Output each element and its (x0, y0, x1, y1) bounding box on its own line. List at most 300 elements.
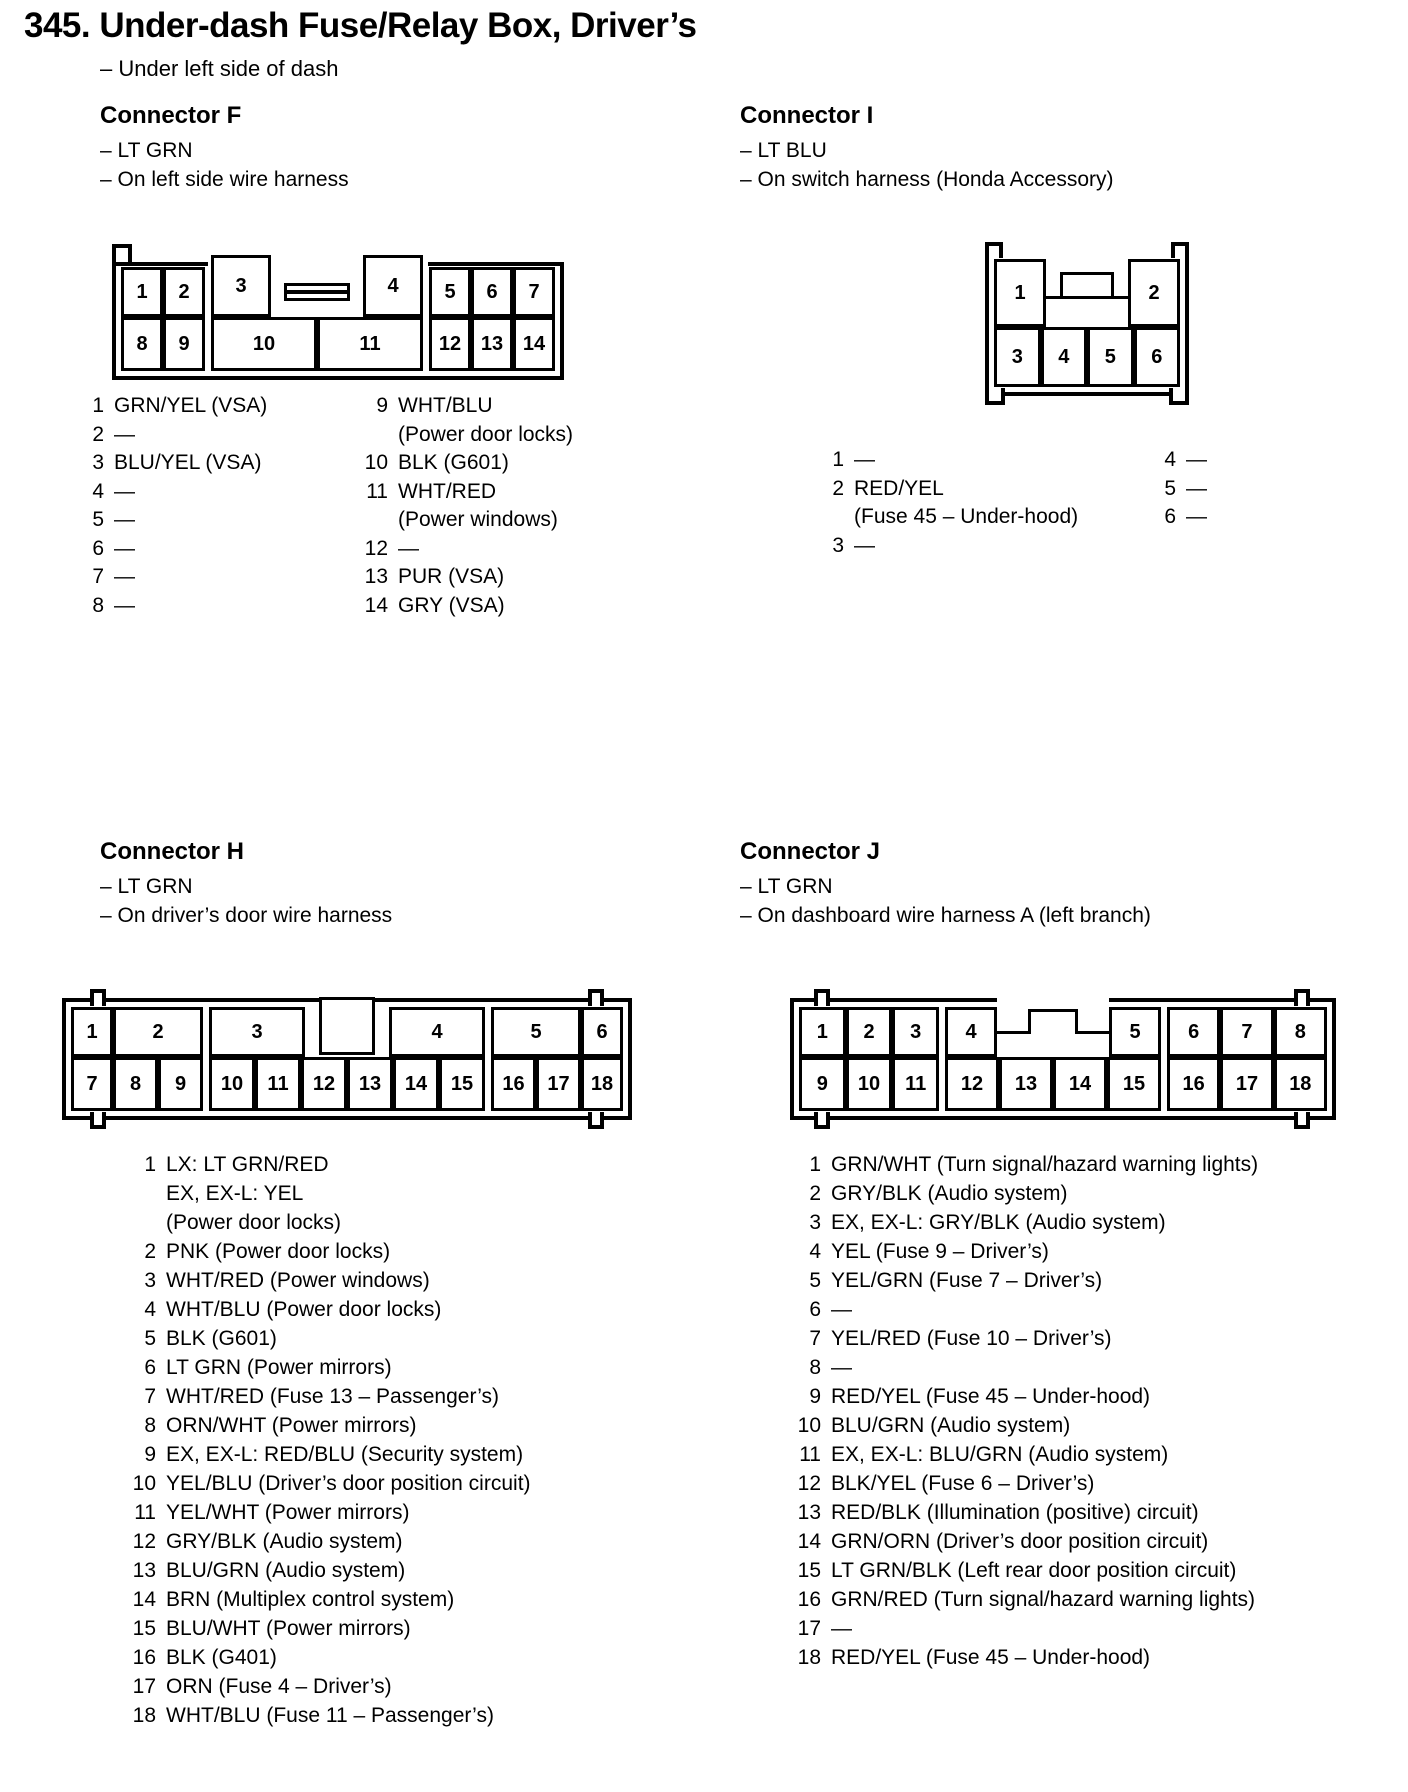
pin-row (795, 1527, 1258, 1556)
pin-description: BLK (G401) (166, 1646, 277, 1669)
pin-description: LX: LT GRN/RED EX, EX-L: YEL (Power door locks) (166, 1153, 342, 1234)
cell-row (429, 267, 555, 317)
latch-tab (284, 283, 350, 301)
pin-cell: 5 (1087, 327, 1134, 387)
pin-description: YEL (Fuse 9 – Driver’s) (831, 1240, 1049, 1263)
pin-description: — (114, 565, 135, 588)
pin-description: RED/YEL (Fuse 45 – Under-hood) (831, 1385, 1151, 1408)
pin-description: WHT/RED (Power windows) (166, 1269, 430, 1292)
pin-description: LT GRN/BLK (Left rear door position circuit) (831, 1559, 1237, 1582)
pin-number: 5 (144, 1327, 156, 1350)
pin-cell: 8 (121, 317, 163, 371)
pin-cell: 17 (536, 1057, 581, 1111)
pin-number: 6 (92, 536, 104, 560)
pin-description: BLU/GRN (Audio system) (831, 1414, 1071, 1437)
pin-row (130, 1411, 531, 1440)
cell-group (799, 1007, 939, 1111)
mount-tab (1294, 1112, 1310, 1129)
shell-outline-segment (428, 262, 560, 266)
pin-row (78, 392, 267, 421)
pin-number: 1 (832, 448, 844, 471)
pin-row (795, 1556, 1258, 1585)
pin-number: 12 (132, 1530, 156, 1553)
pin-description: GRY/BLK (Audio system) (166, 1530, 403, 1553)
pin-number: 9 (376, 394, 388, 417)
pin-number: 14 (132, 1588, 156, 1611)
pin-number: 7 (92, 565, 104, 588)
cell-row (71, 1057, 203, 1111)
pin-cell: 4 (389, 1007, 485, 1057)
connector-j-note: – LT GRN (740, 875, 833, 898)
mount-tab (588, 1112, 604, 1129)
pin-description: EX, EX-L: RED/BLU (Security system) (166, 1443, 524, 1466)
pin-row (818, 446, 1078, 475)
pin-cell: 9 (163, 317, 205, 371)
pin-description: BLK (G601) (166, 1327, 277, 1350)
pin-cell: 12 (301, 1057, 347, 1111)
pin-row (362, 478, 573, 535)
pin-number: 5 (1164, 476, 1176, 500)
pin-description: GRN/YEL (VSA) (114, 394, 268, 417)
connector-f-notes (100, 136, 349, 194)
pin-row (795, 1440, 1258, 1469)
pin-row (795, 1614, 1258, 1643)
cell-row (71, 1007, 203, 1057)
pin-description: BRN (Multiplex control system) (166, 1588, 455, 1611)
pin-cell: 10 (209, 1057, 255, 1111)
pin-description: WHT/BLU (Fuse 11 – Passenger’s) (166, 1704, 494, 1727)
pin-number: 3 (144, 1269, 156, 1292)
pin-number: 4 (1164, 448, 1176, 471)
pin-number: 3 (92, 451, 104, 474)
page-title: 345. Under-dash Fuse/Relay Box, Driver’s (24, 6, 697, 45)
pin-number: 9 (144, 1443, 156, 1466)
pin-cell: 1 (994, 259, 1046, 327)
pin-number: 2 (832, 476, 844, 500)
pin-description: PNK (Power door locks) (166, 1240, 391, 1263)
pin-row (130, 1295, 531, 1324)
connector-j-note: – On dashboard wire harness A (left branch) (740, 904, 1151, 927)
cell-group (211, 267, 423, 371)
pin-row (362, 563, 573, 592)
pin-row (78, 478, 267, 507)
pin-cell: 14 (513, 317, 555, 371)
connector-h-note: – LT GRN (100, 875, 193, 898)
pin-number: 1 (144, 1153, 156, 1176)
pin-row (130, 1701, 531, 1730)
pin-row (362, 392, 573, 449)
shell-outline-segment (116, 262, 208, 266)
pin-number: 18 (797, 1646, 821, 1669)
pin-row (130, 1556, 531, 1585)
pin-cell: 5 (429, 267, 471, 317)
pin-row (130, 1440, 531, 1469)
pin-cell: 15 (439, 1057, 485, 1111)
pin-cell: 18 (581, 1057, 623, 1111)
pin-row (1150, 475, 1207, 504)
pin-description: — (854, 533, 875, 557)
pin-description: — (114, 422, 135, 446)
pin-cell: 6 (1167, 1007, 1220, 1057)
pin-row (78, 563, 267, 592)
pin-number: 9 (809, 1385, 821, 1408)
pin-number: 6 (809, 1298, 821, 1321)
pin-number: 16 (797, 1588, 821, 1611)
pin-cell: 5 (491, 1007, 581, 1057)
pin-description: BLU/GRN (Audio system) (166, 1559, 406, 1582)
pin-description: WHT/BLU (Power door locks) (398, 394, 574, 446)
pin-cell: 3 (994, 327, 1041, 387)
pin-cell: 9 (799, 1057, 846, 1111)
latch-tab (1060, 272, 1114, 299)
pin-cell: 13 (347, 1057, 393, 1111)
pin-number: 12 (364, 536, 388, 560)
pin-description: — (1186, 448, 1207, 471)
pin-cell: 2 (163, 267, 205, 317)
pin-row (130, 1469, 531, 1498)
pin-row (818, 475, 1078, 532)
pin-row (818, 532, 1078, 561)
pin-number: 18 (132, 1704, 156, 1727)
pin-row (130, 1237, 531, 1266)
pin-description: PUR (VSA) (398, 565, 505, 588)
pin-description: — (114, 593, 135, 617)
pin-row (795, 1643, 1258, 1672)
cell-row (1167, 1057, 1327, 1111)
pin-cell: 13 (471, 317, 513, 371)
pin-row (130, 1614, 531, 1643)
pin-cell: 16 (1167, 1057, 1220, 1111)
pin-row (362, 535, 573, 564)
pin-description: RED/YEL (Fuse 45 – Under-hood) (831, 1646, 1151, 1669)
pin-description: — (114, 508, 135, 531)
pin-description: EX, EX-L: GRY/BLK (Audio system) (831, 1211, 1166, 1234)
cell-row (799, 1007, 939, 1057)
pin-number: 10 (132, 1472, 156, 1495)
pin-cell: 8 (113, 1057, 158, 1111)
connector-f-heading: Connector F (100, 102, 242, 129)
pin-cell: 11 (317, 317, 423, 371)
pin-cell: 2 (1128, 259, 1180, 327)
pin-description: EX, EX-L: BLU/GRN (Audio system) (831, 1443, 1169, 1466)
pin-row (130, 1324, 531, 1353)
cell-row (491, 1057, 623, 1111)
pin-number: 15 (797, 1559, 821, 1582)
pin-cell: 5 (1109, 1007, 1161, 1057)
pin-cell: 7 (513, 267, 555, 317)
pin-cell: 4 (945, 1007, 997, 1057)
pin-cell: 15 (1107, 1057, 1161, 1111)
connector-j-heading: Connector J (740, 838, 881, 865)
pin-row (795, 1295, 1258, 1324)
pin-cell: 7 (1220, 1007, 1273, 1057)
pin-number: 5 (92, 508, 104, 531)
connector-f-pin-list (362, 392, 573, 620)
pin-row (795, 1469, 1258, 1498)
pin-description: RED/YEL (Fuse 45 – Under-hood) (854, 476, 1079, 528)
latch-tab (1028, 1009, 1078, 1034)
pin-number: 16 (132, 1646, 156, 1669)
pin-row (130, 1585, 531, 1614)
pin-number: 17 (797, 1617, 821, 1640)
mount-tab (814, 1112, 830, 1129)
pin-cell: 3 (211, 255, 271, 317)
pin-number: 11 (134, 1501, 156, 1524)
cell-row (491, 1007, 623, 1057)
connector-h-note: – On driver’s door wire harness (100, 904, 393, 927)
pin-number: 2 (92, 422, 104, 446)
connector-i-diagram (985, 254, 1189, 396)
cell-row (211, 267, 423, 317)
pin-cell: 4 (1041, 327, 1088, 387)
pin-cell: 6 (1134, 327, 1181, 387)
pin-number: 15 (132, 1617, 156, 1640)
pin-cell: 11 (255, 1057, 301, 1111)
pin-number: 4 (809, 1240, 821, 1263)
connector-h-heading: Connector H (100, 838, 244, 865)
cell-row (1167, 1007, 1327, 1057)
cell-group (1167, 1007, 1327, 1111)
mount-tab (814, 989, 830, 1006)
pin-cell: 6 (581, 1007, 623, 1057)
pin-row (130, 1643, 531, 1672)
connector-h-diagram (62, 998, 632, 1120)
pin-row (130, 1498, 531, 1527)
pin-number: 8 (144, 1414, 156, 1437)
pin-row (795, 1208, 1258, 1237)
pin-number: 17 (132, 1675, 156, 1698)
pin-description: — (831, 1356, 852, 1379)
pin-row (795, 1266, 1258, 1295)
pin-cell: 14 (1053, 1057, 1107, 1111)
pin-number: 10 (364, 451, 388, 474)
pin-description: — (831, 1617, 852, 1640)
cell-group (121, 267, 205, 371)
mount-tab (90, 1112, 106, 1129)
pin-description: WHT/BLU (Power door locks) (166, 1298, 442, 1321)
mount-ear (1171, 242, 1189, 258)
pin-cell: 7 (71, 1057, 113, 1111)
cell-group (429, 267, 555, 371)
pin-number: 4 (92, 479, 104, 503)
pin-cell: 2 (113, 1007, 203, 1057)
cell-row (994, 327, 1180, 387)
pin-cell: 18 (1274, 1057, 1327, 1111)
pin-description: — (1186, 476, 1207, 500)
pin-row (130, 1266, 531, 1295)
cell-row (121, 317, 205, 371)
pin-cell: 16 (491, 1057, 536, 1111)
pin-description: BLU/YEL (VSA) (114, 451, 262, 474)
pin-row (795, 1353, 1258, 1382)
pin-description: ORN (Fuse 4 – Driver’s) (166, 1675, 392, 1698)
pin-number: 11 (799, 1443, 821, 1466)
cell-group (491, 1007, 623, 1111)
cell-row (209, 1057, 485, 1111)
connector-h-notes (100, 872, 392, 930)
pin-cell: 3 (892, 1007, 939, 1057)
connector-i-pin-list (1150, 446, 1207, 532)
mount-tab (1294, 989, 1310, 1006)
pin-description: — (831, 1298, 852, 1321)
pin-row (795, 1411, 1258, 1440)
cell-group (209, 1007, 485, 1111)
pin-number: 6 (1164, 505, 1176, 528)
pin-row (78, 449, 267, 478)
connector-f-note: – On left side wire harness (100, 168, 349, 191)
connector-f-diagram (112, 262, 564, 380)
pin-cell: 6 (471, 267, 513, 317)
pin-number: 1 (92, 394, 104, 417)
cell-row (945, 1007, 1161, 1057)
pin-number: 2 (144, 1240, 156, 1263)
pin-cell: 4 (363, 255, 423, 317)
pin-description: YEL/WHT (Power mirrors) (166, 1501, 410, 1524)
pin-row (130, 1353, 531, 1382)
mount-tab (588, 989, 604, 1006)
pin-number: 8 (92, 593, 104, 617)
cell-row (799, 1057, 939, 1111)
pin-cell: 2 (846, 1007, 893, 1057)
pin-number: 14 (797, 1530, 821, 1553)
connector-i-note: – LT BLU (740, 139, 827, 162)
pin-row (362, 449, 573, 478)
pin-number: 1 (809, 1153, 821, 1176)
pin-row (78, 506, 267, 535)
spacer (1046, 259, 1128, 327)
pin-cell: 8 (1274, 1007, 1327, 1057)
pin-description: — (854, 448, 875, 471)
pin-row (795, 1585, 1258, 1614)
pin-row (1150, 503, 1207, 532)
pin-cell: 1 (121, 267, 163, 317)
pin-number: 14 (364, 593, 388, 617)
pin-number: 2 (809, 1182, 821, 1205)
pin-row (362, 592, 573, 621)
pin-description: ORN/WHT (Power mirrors) (166, 1414, 417, 1437)
cell-row (429, 317, 555, 371)
pin-cell: 10 (846, 1057, 893, 1111)
mount-ear (985, 242, 1003, 258)
mount-foot (985, 388, 1005, 405)
pin-row (795, 1237, 1258, 1266)
cell-row (121, 267, 205, 317)
cell-row (211, 317, 423, 371)
pin-number: 7 (809, 1327, 821, 1350)
pin-description: — (1186, 505, 1207, 528)
pin-cell: 12 (429, 317, 471, 371)
connector-j-pin-list (795, 1150, 1258, 1672)
pin-number: 10 (797, 1414, 821, 1437)
pin-row (795, 1179, 1258, 1208)
pin-row (795, 1498, 1258, 1527)
pin-row (130, 1150, 531, 1237)
pin-cell: 11 (892, 1057, 939, 1111)
pin-cell: 17 (1220, 1057, 1273, 1111)
pin-number: 3 (832, 533, 844, 557)
pin-description: BLK (G601) (398, 451, 509, 474)
pin-row (78, 592, 267, 621)
pin-row (130, 1382, 531, 1411)
pin-description: BLU/WHT (Power mirrors) (166, 1617, 411, 1640)
pin-description: GRN/ORN (Driver’s door position circuit) (831, 1530, 1209, 1553)
pin-cell: 1 (799, 1007, 846, 1057)
pin-number: 12 (797, 1472, 821, 1495)
connector-i-pin-list (818, 446, 1078, 560)
pin-row (795, 1324, 1258, 1353)
pin-number: 6 (144, 1356, 156, 1379)
mount-tab (90, 989, 106, 1006)
pin-number: 4 (144, 1298, 156, 1321)
pin-cell: 10 (211, 317, 317, 371)
pin-number: 7 (144, 1385, 156, 1408)
pin-cell: 14 (393, 1057, 439, 1111)
pin-row (1150, 446, 1207, 475)
connector-j-diagram (790, 998, 1336, 1120)
mount-foot (1169, 388, 1189, 405)
pin-cell: 9 (158, 1057, 203, 1111)
cell-row (994, 259, 1180, 327)
cell-group (945, 1007, 1161, 1111)
pin-description: RED/BLK (Illumination (positive) circuit) (831, 1501, 1199, 1524)
page-subtitle: – Under left side of dash (100, 56, 339, 81)
pin-cell: 1 (71, 1007, 113, 1057)
pin-description: GRN/RED (Turn signal/hazard warning lights) (831, 1588, 1256, 1611)
pin-number: 13 (797, 1501, 821, 1524)
cell-row (945, 1057, 1161, 1111)
pin-number: 8 (809, 1356, 821, 1379)
connector-f-note: – LT GRN (100, 139, 193, 162)
connector-i-heading: Connector I (740, 102, 874, 129)
pin-description: LT GRN (Power mirrors) (166, 1356, 392, 1379)
pin-row (78, 421, 267, 450)
pin-row (795, 1150, 1258, 1179)
pin-row (795, 1382, 1258, 1411)
pin-number: 13 (132, 1559, 156, 1582)
pin-row (130, 1672, 531, 1701)
pin-number: 5 (809, 1269, 821, 1292)
connector-i-note: – On switch harness (Honda Accessory) (740, 168, 1114, 191)
pin-description: YEL/GRN (Fuse 7 – Driver’s) (831, 1269, 1103, 1292)
pin-description: GRN/WHT (Turn signal/hazard warning lights) (831, 1153, 1259, 1176)
keyway-slot (319, 997, 375, 1055)
pin-row (130, 1527, 531, 1556)
pin-cell: 3 (209, 1007, 305, 1057)
pin-row (78, 535, 267, 564)
pin-description: — (398, 536, 419, 560)
connector-i-notes (740, 136, 1114, 194)
connector-h-pin-list (130, 1150, 531, 1730)
cell-group (71, 1007, 203, 1111)
pin-description: GRY (VSA) (398, 593, 505, 617)
pin-description: YEL/RED (Fuse 10 – Driver’s) (831, 1327, 1112, 1350)
pin-number: 11 (366, 479, 388, 503)
connector-f-pin-list (78, 392, 267, 620)
pin-description: WHT/RED (Fuse 13 – Passenger’s) (166, 1385, 499, 1408)
pin-description: YEL/BLU (Driver’s door position circuit) (166, 1472, 531, 1495)
cell-row (209, 1007, 485, 1057)
pin-description: — (114, 536, 135, 560)
pin-description: BLK/YEL (Fuse 6 – Driver’s) (831, 1472, 1095, 1495)
pin-description: GRY/BLK (Audio system) (831, 1182, 1068, 1205)
pin-cell: 13 (999, 1057, 1053, 1111)
pin-description: — (114, 479, 135, 503)
pin-description: WHT/RED (Power windows) (398, 479, 558, 531)
pin-number: 3 (809, 1211, 821, 1234)
pin-cell: 12 (945, 1057, 999, 1111)
pin-number: 13 (364, 565, 388, 588)
connector-j-notes (740, 872, 1151, 930)
